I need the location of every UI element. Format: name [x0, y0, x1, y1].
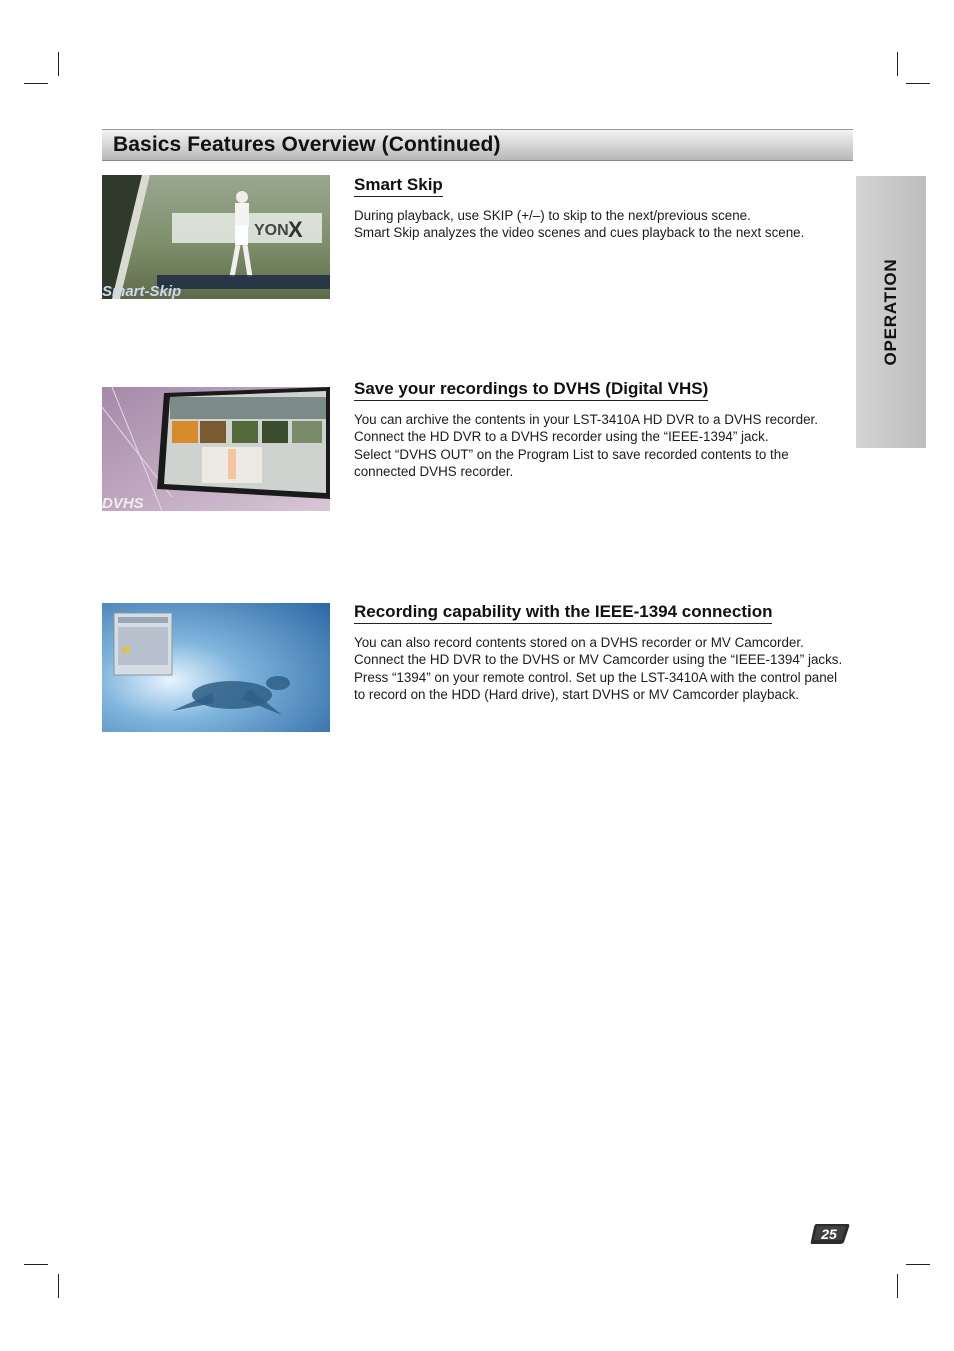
svg-text:X: X	[288, 217, 303, 242]
section-dvhs	[354, 379, 849, 481]
section-body	[354, 634, 849, 704]
page-title: Basics Features Overview (Continued)	[113, 133, 501, 156]
chapter-tab-label: OPERATION	[881, 258, 900, 366]
page-number-badge	[810, 1223, 850, 1245]
paragraph: Select “DVHS OUT” on the Program List to save recorded contents to the connected DVHS recorder.	[354, 446, 789, 480]
crop-mark	[24, 1264, 48, 1265]
section-body	[354, 207, 849, 242]
section-heading: Recording capability with the IEEE-1394 connection	[354, 602, 772, 624]
paragraph: During playback, use SKIP (+/–) to skip to the next/previous scene.	[354, 208, 751, 223]
crop-mark	[906, 1264, 930, 1265]
section-heading: Save your recordings to DVHS (Digital VHS)	[354, 379, 708, 401]
svg-text:YON: YON	[254, 222, 289, 239]
paragraph: You can also record contents stored on a DVHS recorder or MV Camcorder. Connect the HD DVR to the DVHS or MV Camcorder using the “IEEE-1394” jacks. Press “1394” on your remote control. Set up the LST-3410A with the control panel to record on the HDD (Hard drive), start DVHS or MV Camcorder playback.	[354, 635, 843, 703]
section-title-bar	[102, 129, 853, 161]
crop-mark	[58, 52, 59, 76]
section-heading: Smart Skip	[354, 175, 443, 197]
ieee1394-image	[102, 603, 330, 732]
crop-mark	[897, 1274, 898, 1298]
smart-skip-image	[102, 175, 330, 299]
page-number: 25	[821, 1226, 837, 1242]
section-smart-skip	[354, 175, 849, 242]
section-ieee1394	[354, 602, 849, 704]
crop-mark	[58, 1274, 59, 1298]
dvhs-image	[102, 387, 330, 511]
crop-mark	[897, 52, 898, 76]
paragraph: Smart Skip analyzes the video scenes and cues playback to the next scene.	[354, 225, 805, 241]
crop-mark	[906, 83, 930, 84]
paragraph: Connect the HD DVR to a DVHS recorder using the “IEEE-1394” jack.	[354, 429, 769, 445]
crop-mark	[24, 83, 48, 84]
section-body	[354, 411, 849, 481]
paragraph: You can archive the contents in your LST-3410A HD DVR to a DVHS recorder.	[354, 412, 818, 427]
smart-skip-caption: Smart-Skip	[102, 283, 182, 299]
dvhs-caption: DVHS	[102, 495, 144, 511]
chapter-tab	[856, 176, 926, 448]
